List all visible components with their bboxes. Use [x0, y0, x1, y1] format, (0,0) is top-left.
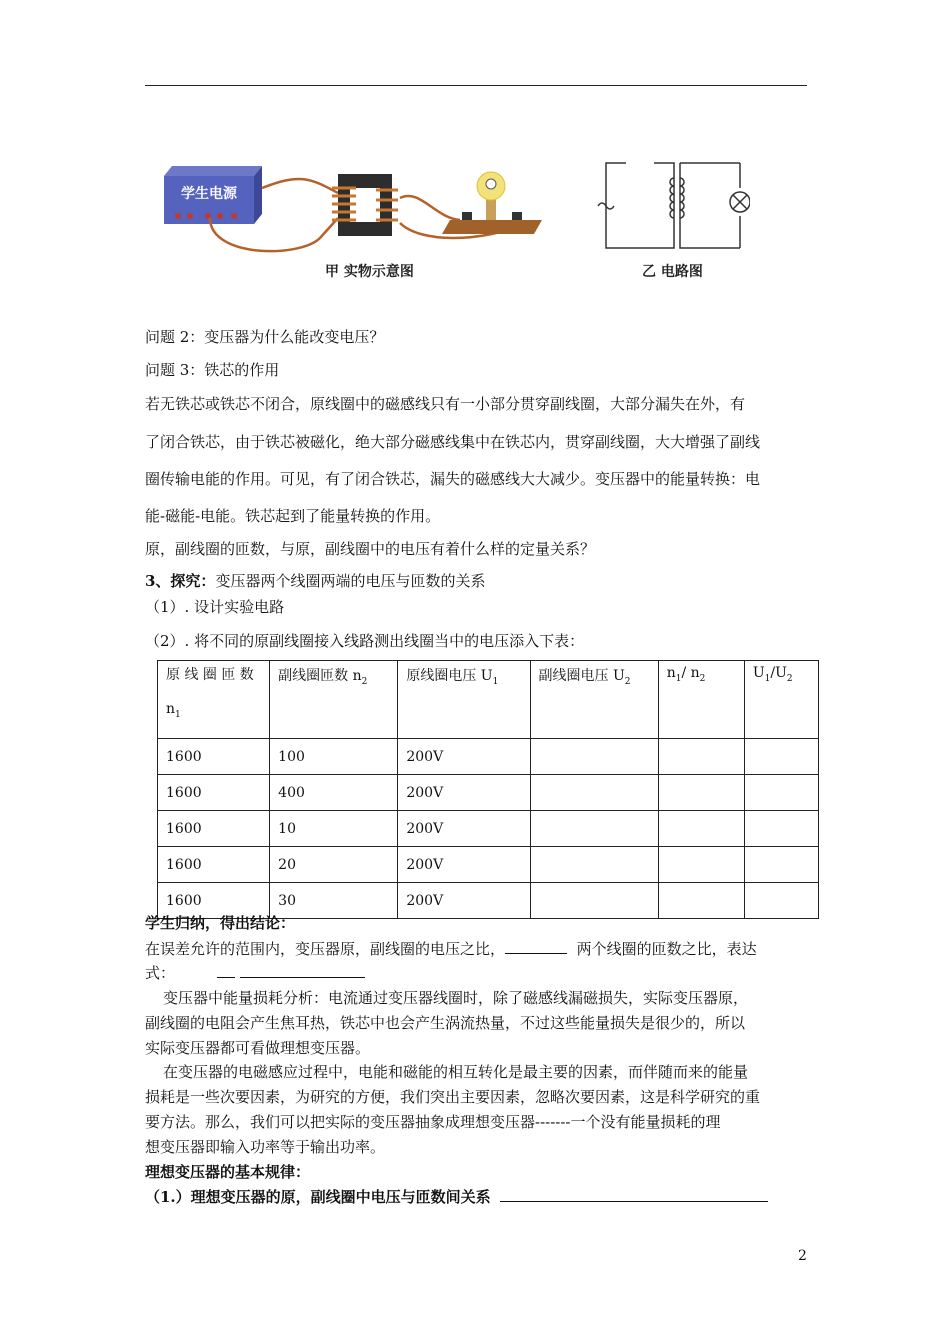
conclusion-text-a: 在误差允许的范围内，变压器原，副线圈的电压之比，: [145, 940, 506, 958]
conclusion-line-2: [145, 962, 365, 983]
cell: 1600: [158, 775, 270, 811]
cell: [658, 883, 744, 919]
cell: 200V: [398, 847, 530, 883]
transformer-figure: [150, 148, 750, 298]
core-paragraph-line-2: 了闭合铁芯，由于铁芯被磁化，绝大部分磁感线集中在铁芯内，贯穿副线圈，大大增强了副线: [145, 433, 761, 451]
ideal-item-1-text: （1.）理想变压器的原，副线圈中电压与匝数间关系: [145, 1188, 491, 1206]
question-3: 问题 3：铁芯的作用: [145, 361, 280, 379]
power-supply-label: 学生电源: [181, 186, 237, 202]
ideal-item-1-blank[interactable]: [500, 1186, 768, 1202]
table-row: [158, 811, 819, 847]
header-rule: [145, 85, 807, 86]
formula-blank[interactable]: [240, 962, 365, 978]
conclusion-text-b: 两个线圈的匝数之比，表达: [576, 940, 757, 958]
circuit-diagram: [598, 163, 750, 248]
cell: 200V: [398, 739, 530, 775]
formula-blank-short[interactable]: [217, 962, 235, 978]
cell: 20: [270, 847, 398, 883]
header-secondary-voltage: 副线圈电压 $U_2$: [530, 661, 658, 739]
header-voltage-ratio: $U_1/U_2$: [744, 661, 818, 739]
header-primary-turns: 原 线 圈 匝 数 $n_1$: [158, 661, 270, 739]
cell: [744, 811, 818, 847]
cell: [658, 739, 744, 775]
cell: [744, 739, 818, 775]
loss-paragraph-line-1: 变压器中能量损耗分析：电流通过变压器线圈时，除了磁感线漏磁损失，实际变压器原，: [163, 989, 749, 1007]
cell: [530, 883, 658, 919]
core-paragraph-line-1: 若无铁芯或铁芯不闭合，原线圈中的磁感线只有一小部分贯穿副线圈，大部分漏失在外，有: [145, 395, 746, 413]
loss-paragraph-line-2: 副线圈的电阻会产生焦耳热，铁芯中也会产生涡流热量，不过这些能量损失是很少的，所以: [145, 1014, 746, 1032]
cell: 1600: [158, 847, 270, 883]
cell: 200V: [398, 775, 530, 811]
table-row: [158, 739, 819, 775]
core-paragraph-line-4: 能-磁能-电能。铁芯起到了能量转换的作用。: [145, 507, 441, 525]
explore-text: 变压器两个线圈两端的电压与匝数的关系: [215, 572, 486, 590]
power-supply-illustration: [164, 166, 262, 224]
ideal-item-1: [145, 1186, 768, 1207]
answer-blank[interactable]: [505, 938, 567, 954]
explore-number: 3、探究：: [145, 572, 216, 590]
cell: 10: [270, 811, 398, 847]
cell: 1600: [158, 811, 270, 847]
core-paragraph-line-3: 圈传输电能的作用。可见，有了闭合铁芯，漏失的磁感线大大减少。变压器中的能量转换：电: [145, 470, 761, 488]
cell: [744, 775, 818, 811]
cell: 100: [270, 739, 398, 775]
ideal-transformer-title: 理想变压器的基本规律：: [145, 1163, 311, 1181]
method-paragraph-line-1: 在变压器的电磁感应过程中，电能和磁能的相互转化是最主要的因素，而伴随而来的能量: [163, 1063, 749, 1081]
cell: [530, 847, 658, 883]
cell: 1600: [158, 739, 270, 775]
figure-caption-left: 甲 实物示意图: [325, 264, 414, 280]
question-2: 问题 2：变压器为什么能改变电压？: [145, 328, 385, 346]
figure-caption-right: 乙 电路图: [642, 264, 703, 280]
header-secondary-turns: 副线圈匝数 $n_2$: [270, 661, 398, 739]
cell: [530, 739, 658, 775]
conclusion-line-1: [145, 938, 757, 959]
method-paragraph-line-4: 想变压器即输入功率等于输出功率。: [145, 1138, 386, 1156]
cell: 200V: [398, 883, 530, 919]
step-1: （1）. 设计实验电路: [145, 598, 285, 616]
method-paragraph-line-2: 损耗是一些次要因素，为研究的方便，我们突出主要因素，忽略次要因素，这是科学研究的重: [145, 1088, 761, 1106]
measurement-table: [157, 660, 819, 919]
conclusion-title: 学生归纳，得出结论：: [145, 914, 296, 932]
cell: [744, 847, 818, 883]
ratio-question: 原，副线圈的匝数，与原，副线圈中的电压有着什么样的定量关系？: [145, 540, 596, 558]
cell: 1600: [158, 883, 270, 919]
cell: [530, 775, 658, 811]
table-header-row: [158, 661, 819, 739]
table-row: [158, 775, 819, 811]
page-number: 2: [798, 1248, 807, 1264]
header-primary-voltage: 原线圈电压 $U_1$: [398, 661, 530, 739]
cell: [530, 811, 658, 847]
cell: 400: [270, 775, 398, 811]
step-2: （2）. 将不同的原副线圈接入线路测出线圈当中的电压添入下表：: [145, 632, 585, 650]
cell: 30: [270, 883, 398, 919]
method-paragraph-line-3: 要方法。那么，我们可以把实际的变压器抽象成理想变压器-------一个没有能量损耗的理: [145, 1113, 721, 1131]
formula-label: 式：: [145, 964, 176, 982]
cell: [658, 775, 744, 811]
table-row: [158, 847, 819, 883]
cell: [744, 883, 818, 919]
cell: [658, 811, 744, 847]
loss-paragraph-line-3: 实际变压器都可看做理想变压器。: [145, 1039, 371, 1057]
cell: [658, 847, 744, 883]
cell: 200V: [398, 811, 530, 847]
header-turns-ratio: $n_1/$ $n_2$: [658, 661, 744, 739]
explore-heading: [145, 571, 485, 591]
